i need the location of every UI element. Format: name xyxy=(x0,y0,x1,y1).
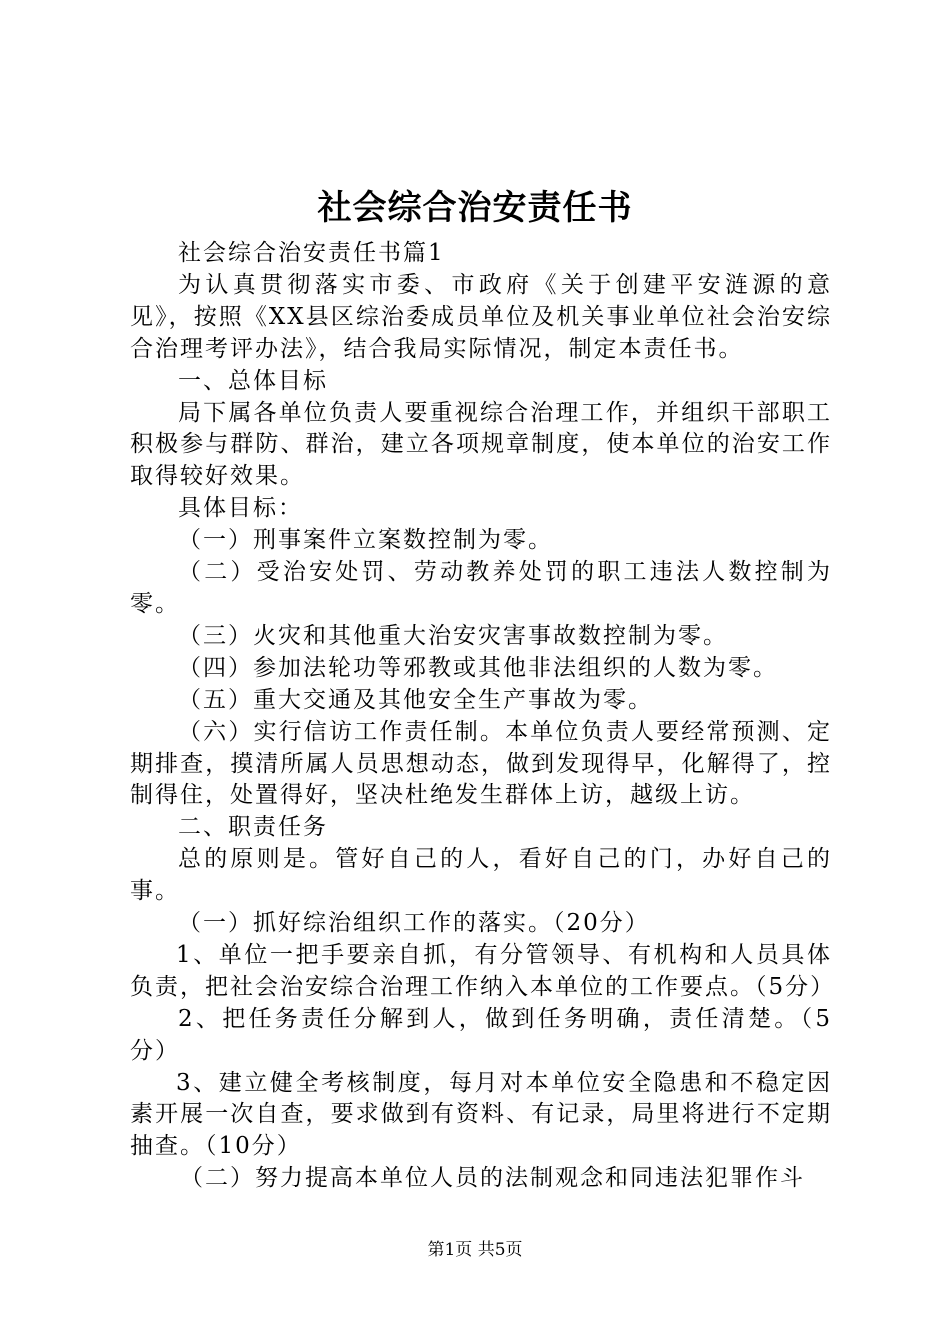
list-item: （一）抓好综治组织工作的落实。（20分） xyxy=(178,910,650,937)
list-item: 3、建立健全考核制度，每月对本单位安全隐患和不稳定因素开展一次自查，要求做到有资料、有记录，局里将进行不定期抽查。（10分） xyxy=(130,1069,832,1160)
section-heading: 社会综合治安责任书篇1 xyxy=(178,240,445,266)
list-item: （五）重大交通及其他安全生产事故为零。 xyxy=(178,686,653,713)
document-title: 社会综合治安责任书 xyxy=(317,188,633,228)
list-item: 1、单位一把手要亲自抓，有分管领导、有机构和人员具体负责，把社会治安综合治理工作纳入本单位的工作要点。（5分） xyxy=(130,941,836,1000)
list-item: （六）实行信访工作责任制。本单位负责人要经常预测、定期排查，摸清所属人员思想动态，做到发现得早，化解得了，控制得住，处置得好，坚决杜绝发生群体上访，越级上访。 xyxy=(130,718,832,809)
page-indicator: 第1页 共5页 xyxy=(427,1240,523,1260)
paragraph: 为认真贯彻落实市委、市政府《关于创建平安涟源的意见》，按照《XX县区综治委成员单位及机关事业单位社会治安综合治理考评办法》，结合我局实际情况，制定本责任书。 xyxy=(130,271,832,362)
list-item: （二）受治安处罚、劳动教养处罚的职工违法人数控制为零。 xyxy=(130,559,832,617)
list-item: （四）参加法轮功等邪教或其他非法组织的人数为零。 xyxy=(178,654,778,681)
section-heading: 一、总体目标 xyxy=(178,367,328,394)
list-item: （一）刑事案件立案数控制为零。 xyxy=(178,527,553,554)
paragraph: 具体目标： xyxy=(178,495,303,522)
list-item: （三）火灾和其他重大治安灾害事故数控制为零。 xyxy=(178,622,728,649)
paragraph: 总的原则是。管好自己的人，看好自己的门，办好自己的事。 xyxy=(130,846,832,905)
paragraph: 局下属各单位负责人要重视综合治理工作，并组织干部职工积极参与群防、群治，建立各项规章制度，使本单位的治安工作取得较好效果。 xyxy=(130,399,832,490)
document-body xyxy=(130,238,836,1195)
list-item: （二）努力提高本单位人员的法制观念和同违法犯罪作斗 xyxy=(180,1165,805,1192)
list-item: 2、把任务责任分解到人，做到任务明确，责任清楚。（5分） xyxy=(130,1005,832,1064)
section-heading: 二、职责任务 xyxy=(178,814,328,841)
